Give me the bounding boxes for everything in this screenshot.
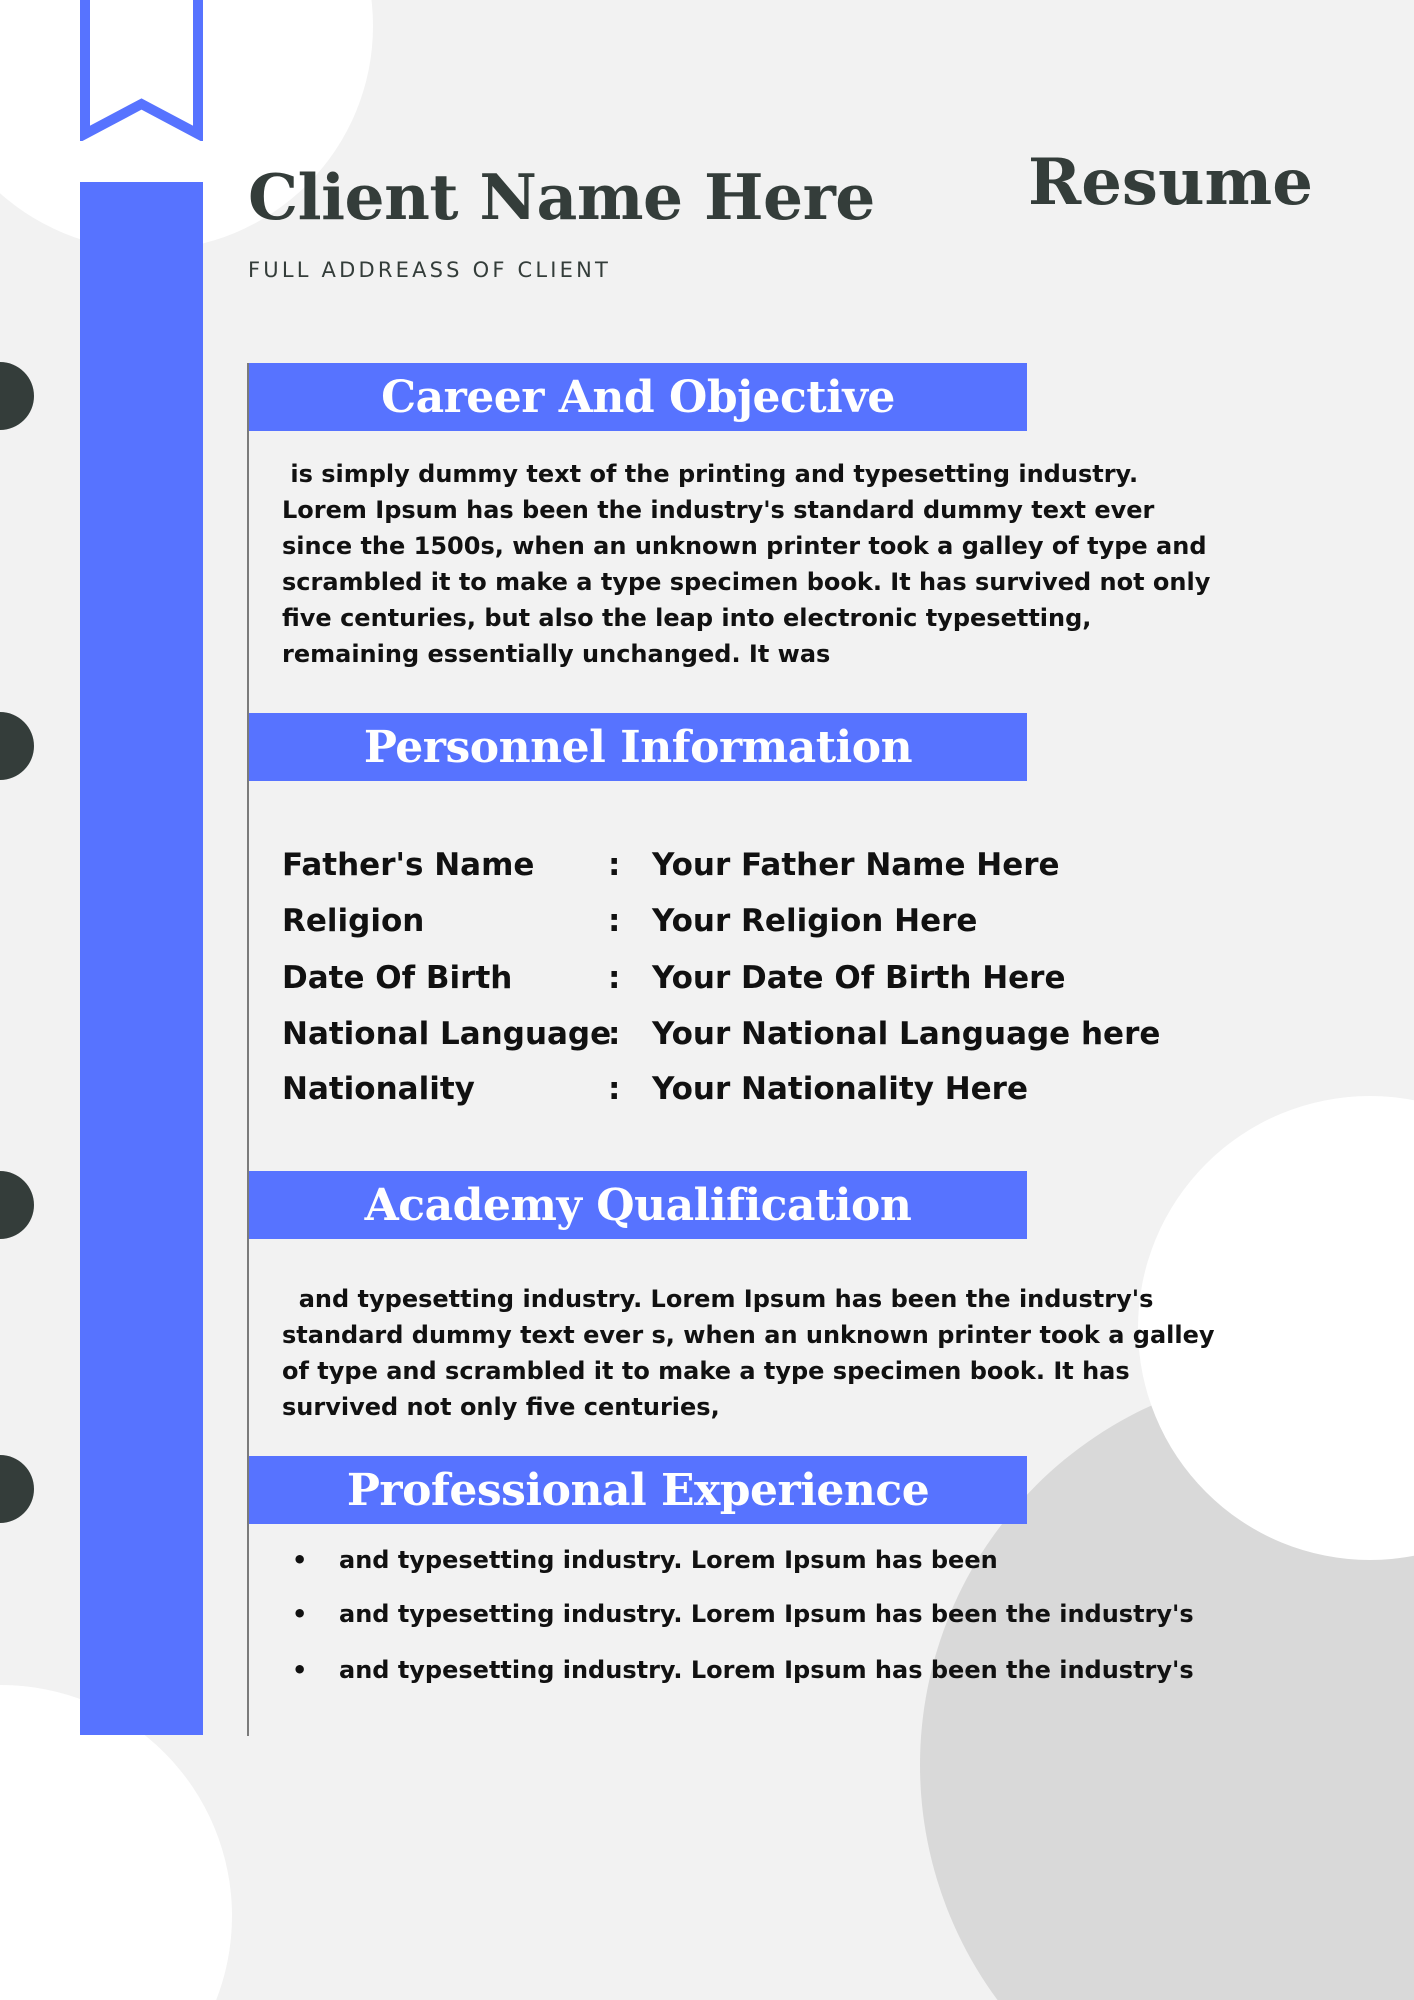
decor-dot-3 bbox=[0, 1171, 34, 1239]
info-label: Religion bbox=[282, 903, 425, 939]
section-header-career: Career And Objective bbox=[249, 363, 1027, 431]
info-value: Your Nationality Here bbox=[652, 1071, 1028, 1107]
decor-dot-2 bbox=[0, 712, 34, 780]
bookmark-icon bbox=[80, 0, 203, 141]
info-colon: : bbox=[608, 1016, 621, 1052]
experience-item bbox=[292, 1546, 998, 1574]
experience-item-text: and typesetting industry. Lorem Ipsum has been bbox=[339, 1546, 998, 1574]
info-colon: : bbox=[608, 1071, 621, 1107]
client-address: FULL ADDREASS OF CLIENT bbox=[248, 258, 612, 282]
academy-qualification-text: and typesetting industry. Lorem Ipsum has been the industry's standard dummy text ever s, when an unknown printer took a galley of type and scrambled it to make a type specimen book. It has survived not only five centuries, bbox=[282, 1285, 1215, 1421]
info-value: Your Religion Here bbox=[652, 903, 978, 939]
decor-dot-4 bbox=[0, 1455, 34, 1523]
info-label: Nationality bbox=[282, 1071, 475, 1107]
bullet-icon: • bbox=[292, 1546, 308, 1574]
bullet-icon: • bbox=[292, 1600, 308, 1628]
section-header-academy: Academy Qualification bbox=[249, 1171, 1027, 1239]
info-colon: : bbox=[608, 960, 621, 996]
decor-dot-1 bbox=[0, 362, 34, 430]
info-colon: : bbox=[608, 903, 621, 939]
side-accent-bar bbox=[80, 182, 203, 1735]
resume-title: Resume bbox=[1028, 145, 1313, 220]
experience-item-text: and typesetting industry. Lorem Ipsum has been the industry's bbox=[339, 1600, 1194, 1628]
experience-item-text: and typesetting industry. Lorem Ipsum has been the industry's bbox=[339, 1656, 1194, 1684]
section-header-personal: Personnel Information bbox=[249, 713, 1027, 781]
section-header-experience: Professional Experience bbox=[249, 1456, 1027, 1524]
info-label: Date Of Birth bbox=[282, 960, 513, 996]
bullet-icon: • bbox=[292, 1656, 308, 1684]
career-objective-text: is simply dummy text of the printing and typesetting industry. Lorem Ipsum has been the industry's standard dummy text ever since the 1500s, when an unknown printer took a galley of type and scrambled it to make a type specimen book. It has survived not only five centuries, but also the leap into electronic typesetting, remaining essentially unchanged. It was bbox=[282, 460, 1211, 668]
client-name: Client Name Here bbox=[248, 160, 875, 234]
info-value: Your Date Of Birth Here bbox=[652, 960, 1066, 996]
experience-item bbox=[292, 1600, 1194, 1628]
info-colon: : bbox=[608, 847, 621, 883]
info-label: Father's Name bbox=[282, 847, 535, 883]
content-divider-line bbox=[247, 363, 249, 1736]
experience-item bbox=[292, 1656, 1194, 1684]
info-value: Your Father Name Here bbox=[652, 847, 1060, 883]
info-label: National Language bbox=[282, 1016, 612, 1052]
info-value: Your National Language here bbox=[652, 1016, 1161, 1052]
